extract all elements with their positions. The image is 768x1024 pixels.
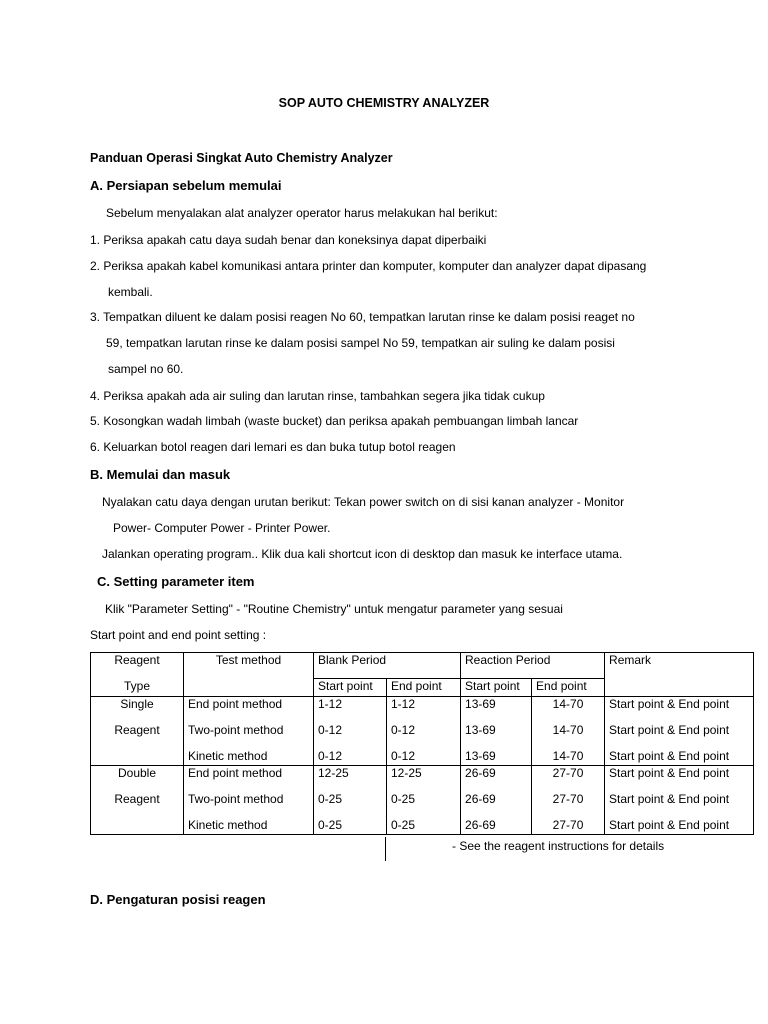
reaction-end: 14-70 [532, 749, 605, 766]
section-b-line: Power- Computer Power - Printer Power. [113, 521, 331, 535]
reaction-start: 13-69 [461, 697, 532, 723]
blank-end: 0-25 [387, 792, 461, 818]
test-method: Kinetic method [184, 749, 314, 766]
section-a-item: 59, tempatkan larutan rinse ke dalam posisi sampel No 59, tempatkan air suling ke dalam posisi [106, 336, 615, 350]
section-b-line: Jalankan operating program.. Klik dua kali shortcut icon di desktop dan masuk ke interface utama. [102, 547, 623, 561]
blank-end: 0-25 [387, 818, 461, 835]
header-start-point: Start point [314, 679, 387, 697]
section-a-item: kembali. [108, 285, 153, 299]
section-a-heading: A. Persiapan sebelum memulai [90, 178, 282, 193]
reaction-start: 26-69 [461, 766, 532, 792]
table-footnote: - See the reagent instructions for details [452, 839, 665, 853]
blank-end: 0-12 [387, 749, 461, 766]
remark: Start point & End point [605, 749, 754, 766]
section-a-intro: Sebelum menyalakan alat analyzer operator harus melakukan hal berikut: [106, 206, 498, 220]
reaction-end: 14-70 [532, 697, 605, 723]
blank-end: 0-12 [387, 723, 461, 749]
section-c-heading: C. Setting parameter item [97, 574, 255, 589]
reaction-end: 27-70 [532, 818, 605, 835]
group-label: Reagent [91, 723, 184, 749]
section-c-line: Klik "Parameter Setting" - "Routine Chemistry" untuk mengatur parameter yang sesuai [105, 602, 563, 616]
reaction-start: 26-69 [461, 818, 532, 835]
header-blank-period: Blank Period [314, 653, 461, 679]
section-a-item: 4. Periksa apakah ada air suling dan larutan rinse, tambahkan segera jika tidak cukup [90, 389, 545, 403]
blank-start: 12-25 [314, 766, 387, 792]
section-a-item: 5. Kosongkan wadah limbah (waste bucket) dan periksa apakah pembuangan limbah lancar [90, 414, 579, 428]
remark: Start point & End point [605, 766, 754, 792]
reaction-start: 26-69 [461, 792, 532, 818]
header-reagent-type: Type [91, 679, 184, 697]
document-subtitle: Panduan Operasi Singkat Auto Chemistry Analyzer [90, 151, 393, 165]
section-b-heading: B. Memulai dan masuk [90, 467, 231, 482]
table-caption: Start point and end point setting : [90, 628, 267, 642]
reaction-end: 27-70 [532, 766, 605, 792]
blank-start: 0-25 [314, 792, 387, 818]
section-a-item: 1. Periksa apakah catu daya sudah benar dan koneksinya dapat diperbaiki [90, 233, 487, 247]
blank-end: 12-25 [387, 766, 461, 792]
header-reagent: Reagent [91, 653, 184, 679]
test-method: Two-point method [184, 792, 314, 818]
parameter-table [90, 652, 754, 835]
header-test-method: Test method [184, 653, 314, 679]
reaction-end: 14-70 [532, 723, 605, 749]
section-a-item: 3. Tempatkan diluent ke dalam posisi reagen No 60, tempatkan larutan rinse ke dalam posisi reaget no [90, 310, 635, 324]
blank-start: 0-12 [314, 723, 387, 749]
section-a-item: 2. Periksa apakah kabel komunikasi antara printer dan komputer, komputer dan analyzer dapat dipasang [90, 259, 647, 273]
test-method: Two-point method [184, 723, 314, 749]
test-method: Kinetic method [184, 818, 314, 835]
section-a-item: 6. Keluarkan botol reagen dari lemari es dan buka tutup botol reagen [90, 440, 456, 454]
header-end-point: End point [532, 679, 605, 697]
blank-end: 1-12 [387, 697, 461, 723]
remark: Start point & End point [605, 697, 754, 723]
group-label: Double [91, 766, 184, 792]
section-d-heading: D. Pengaturan posisi reagen [90, 892, 266, 907]
section-b-line: Nyalakan catu daya dengan urutan berikut: Tekan power switch on di sisi kanan analyzer - Monitor [102, 495, 625, 509]
reaction-end: 27-70 [532, 792, 605, 818]
reaction-start: 13-69 [461, 723, 532, 749]
remark: Start point & End point [605, 723, 754, 749]
remark: Start point & End point [605, 818, 754, 835]
test-method: End point method [184, 697, 314, 723]
header-end-point: End point [387, 679, 461, 697]
blank-start: 0-12 [314, 749, 387, 766]
group-label: Single [91, 697, 184, 723]
remark: Start point & End point [605, 792, 754, 818]
header-start-point: Start point [461, 679, 532, 697]
reaction-start: 13-69 [461, 749, 532, 766]
table-divider-line [385, 837, 386, 861]
header-reaction-period: Reaction Period [461, 653, 605, 679]
test-method: End point method [184, 766, 314, 792]
blank-start: 1-12 [314, 697, 387, 723]
blank-start: 0-25 [314, 818, 387, 835]
document-title: SOP AUTO CHEMISTRY ANALYZER [278, 96, 490, 110]
header-remark: Remark [605, 653, 754, 679]
group-label: Reagent [91, 792, 184, 818]
section-a-item: sampel no 60. [108, 362, 184, 376]
